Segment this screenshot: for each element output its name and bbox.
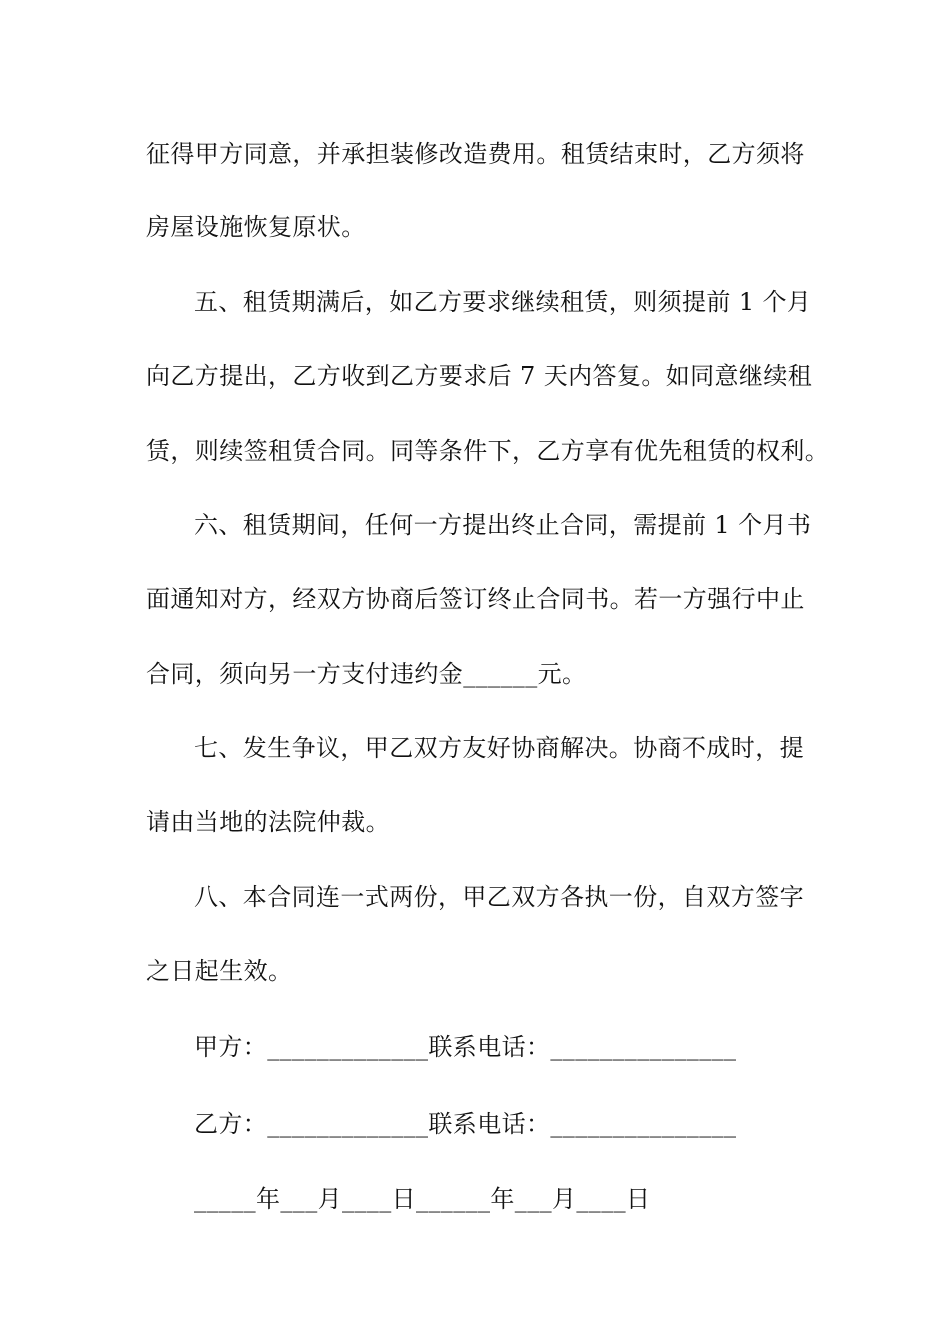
clause-4-continuation-line-1: 征得甲方同意，并承担装修改造费用。租赁结束时，乙方须将 bbox=[146, 140, 805, 168]
clause-5-line-2: 向乙方提出，乙方收到乙方要求后 7 天内答复。如同意继续租 bbox=[146, 362, 813, 390]
clause-8-line-2: 之日起生效。 bbox=[146, 957, 293, 985]
clause-6-line-3: 合同，须向另一方支付违约金______元。 bbox=[146, 660, 587, 688]
clause-6-line-2: 面通知对方，经双方协商后签订终止合同书。若一方强行中止 bbox=[146, 585, 805, 613]
clause-7-line-2: 请由当地的法院仲裁。 bbox=[146, 808, 390, 836]
clause-4-continuation-line-2: 房屋设施恢复原状。 bbox=[146, 213, 366, 241]
clause-5-line-3: 赁，则续签租赁合同。同等条件下，乙方享有优先租赁的权利。 bbox=[146, 437, 830, 465]
signature-date-line: _____年___月____日______年___月____日 bbox=[194, 1185, 651, 1213]
party-b-signature-line: 乙方：_____________联系电话：_______________ bbox=[194, 1110, 737, 1138]
clause-7-line-1: 七、发生争议，甲乙双方友好协商解决。协商不成时，提 bbox=[194, 734, 804, 762]
clause-5-line-1: 五、租赁期满后，如乙方要求继续租赁，则须提前 1 个月 bbox=[194, 288, 812, 316]
clause-6-line-1: 六、租赁期间，任何一方提出终止合同，需提前 1 个月书 bbox=[194, 511, 812, 539]
party-a-signature-line: 甲方：_____________联系电话：_______________ bbox=[194, 1033, 737, 1061]
clause-8-line-1: 八、本合同连一式两份，甲乙双方各执一份，自双方签字 bbox=[194, 883, 804, 911]
